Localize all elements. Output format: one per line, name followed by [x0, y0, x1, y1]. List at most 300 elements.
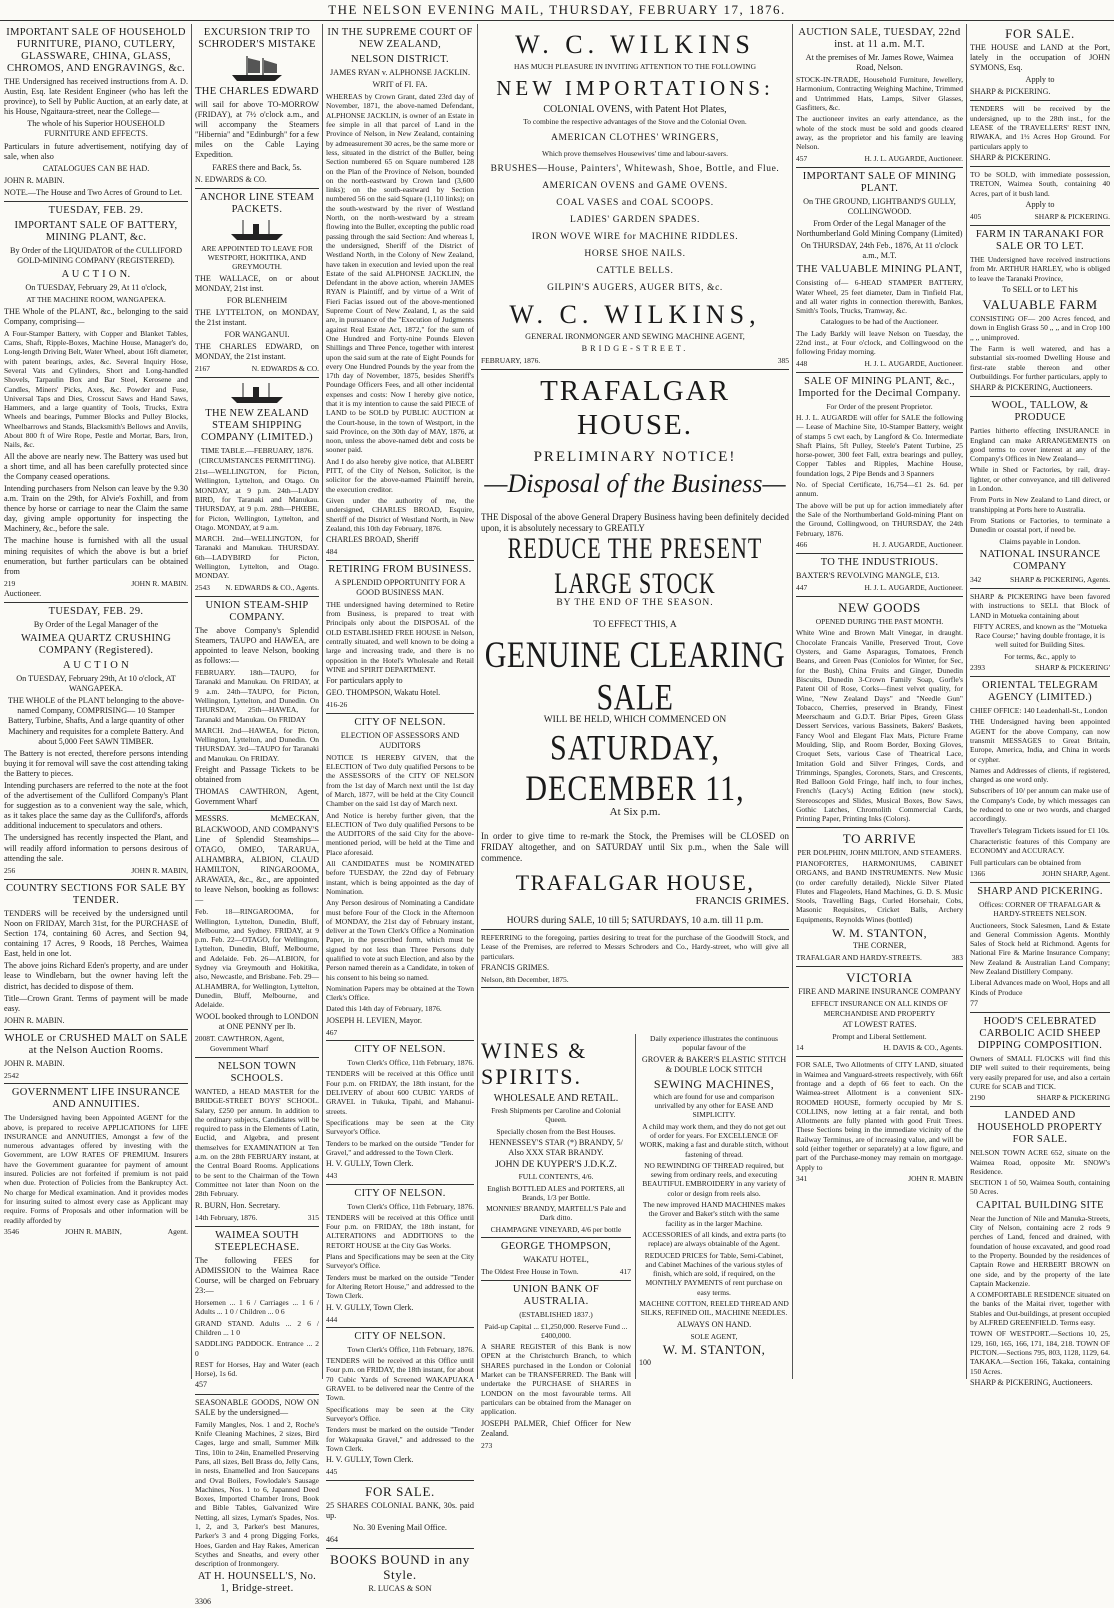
- ad-text: Names and Addresses of clients, if registered, charged as one word only.: [970, 765, 1110, 785]
- ad-title: VICTORIA: [846, 970, 913, 986]
- ad-text: SECTION 1 of 50, Waimea South, containing 50 Acres.: [970, 1178, 1110, 1197]
- ad-note: NOTE.—The House and Two Acres of Ground to Let.: [4, 187, 182, 197]
- ad-text: MARCH. 2nd—WELLINGTON, for Taranaki and Manukau. THURSDAY. 6th—LADYBIRD for Picton, Wellington, Lyttelton, and Otago. MONDAY.: [195, 534, 319, 581]
- ad-text: The Oldest Free House in Town.: [481, 1267, 579, 1277]
- signature: SHARP & PICKERING.: [970, 152, 1051, 162]
- ad-text: No. 30 Evening Mail Office.: [353, 1522, 447, 1532]
- ad-text: THE Undersigned having been appointed AGENT for the above Company, can now transmit MESSAGES to Great Britain, Europe, America, India, and China in words or cypher.: [970, 717, 1110, 764]
- ad-title: UNION STEAM-SHIP COMPANY.: [205, 599, 309, 623]
- ad-number: 2190: [970, 1093, 985, 1103]
- trafalgar-title: TRAFALGAR HOUSE,: [515, 869, 755, 895]
- signature: SHARP & PICKERING.: [1034, 212, 1110, 222]
- ad-title: FOR SALE.: [365, 1483, 435, 1499]
- ad-text: By Order of the Legal Manager of the: [33, 619, 159, 629]
- ad-title: IMPORTANT SALE OF MINING PLANT.: [802, 170, 957, 194]
- ad-text: MONNIES' BRANDY, MARTELL'S Pale and Dark ditto.: [486, 1204, 626, 1223]
- ad-list: CONSISTING OF— 200 Acres fenced, and down in English Grass 50 ,, ,, and in Crop 100 ,, ,, unimproved.: [970, 314, 1110, 342]
- signature: CHARLES BROAD, Sheriff: [326, 535, 419, 545]
- ad-text: Tenders must be marked on the outside "Tender for Altering Retort House," and addressed to the Town Clerk.: [326, 1272, 474, 1301]
- wilkins-title: W. C. WILKINS: [515, 30, 755, 59]
- ad-text: TIME TABLE.—FEBRUARY, 1876. (CIRCUMSTANCES PERMITTING).: [198, 446, 316, 465]
- ad-text: Subscribers of 10/ per annum can make use of the Company's Code, by which messages can be reduced to one or two words, and charged accordingly.: [970, 786, 1110, 824]
- sewing-column: [639, 1034, 789, 1379]
- ad-title: ORIENTAL TELEGRAM AGENCY (LIMITED.): [982, 680, 1098, 704]
- ad-list: Consisting of— 6-HEAD STAMPER BATTERY, Water Wheel, 25 feet diameter, Dam in Tinfield Flat, and all water rights in connection therewith, Bankes, Smith's Tools, Trucks, Tramway, &c.: [796, 278, 963, 316]
- ad-text: Dated this 14th day of February, 1876.: [326, 1004, 442, 1014]
- ad-text: Town Clerk's Office, 11th February, 1876.: [347, 1201, 474, 1211]
- ad-text: HENNESSEY'S STAR (*) BRANDY, 5/ Also XXX STAR BRANDY.: [489, 1137, 623, 1158]
- column-3: [326, 24, 474, 1593]
- ad-number: 405: [970, 212, 982, 222]
- ad-number: 341: [796, 1173, 808, 1183]
- ad-text: NOTICE IS HEREBY GIVEN, that the ELECTION of Two duly qualified Persons to be the ASSESSORS of the CITY OF NELSON from the 1st day of March next until the 1st day of March, 1877, will be held at the City Council Chamber on the said 1st day of March next.: [326, 752, 474, 809]
- ad-text: MARCH. 2nd—HAWEA, for Picton, Wellington, Lyttelton, and Dunedin. On THURSDAY. 3rd—TAUPO for Taranaki and Manukau. On FRIDAY.: [195, 725, 319, 763]
- ad-title: SEASONABLE GOODS, NOW ON SALE by the undersigned—: [195, 1397, 319, 1417]
- ad-text: Horsemen ... 1 6 / Carriages ... 1 6 / Adults ... 1 0 / Children ... 0 6: [195, 1298, 319, 1317]
- ad-number: 457: [796, 153, 808, 163]
- ad-text: 25 SHARES COLONIAL BANK, 30s. paid up.: [326, 1500, 474, 1520]
- ad-text: For particulars apply to: [326, 676, 403, 686]
- signature: N. EDWARDS & CO.: [251, 364, 319, 374]
- ad-number: 2542: [4, 1070, 19, 1080]
- ad-text: THE Undersigned have received instructions from Mr. ARTHUR HARLEY, who is obliged to leave the Taranaki Province,: [970, 255, 1110, 283]
- ad-date: TUESDAY, FEB. 29.: [48, 605, 144, 617]
- ad-title: NEW GOODS: [838, 600, 921, 616]
- ad-text: At Six p.m.: [609, 805, 661, 818]
- disposal-title: —Disposal of the Business—: [484, 469, 786, 499]
- ad-text: NO REWINDING OF THREAD required, but sewing from ordinary reels, and executing BEAUTIFUL EMBROIDERY in any variety of color or design from reels also.: [642, 1160, 786, 1198]
- ad-number: 447: [796, 583, 808, 593]
- ad-text: Paid-up Capital ... £1,250,000. Reserve Fund ... £400,000.: [484, 1321, 628, 1340]
- ad-title: RETIRING FROM BUSINESS.: [328, 563, 472, 575]
- ad-text: JOHN DE KUYPER'S J.D.K.Z.: [495, 1160, 617, 1171]
- ad-text: The Farm is well watered, and has a substantial six-roomed Dwelling House and first-rate stable thereon and other Outbuildings. For further particulars, apply to: [970, 344, 1110, 381]
- ad-text: All the above are nearly new. The Battery was used but a short time, and all has been carefully protected since the Company ceased operations.: [4, 451, 188, 481]
- ad-title: GOVERNMENT LIFE INSURANCE AND ANNUITIES.: [11, 1087, 181, 1111]
- ad-text: Claims payable in London.: [999, 536, 1081, 546]
- ad-text: TO be SOLD, with immediate possession, TRETON, Waimea South, containing 40 Acres, part of it bush land.: [970, 170, 1110, 198]
- ad-text: Parties hitherto effecting INSURANCE in England can make ARRANGEMENTS on good terms to cover interest at any of the Company's Offices in New Zealand—: [970, 426, 1110, 464]
- ad-number: 457: [195, 1380, 207, 1390]
- import-item: HORSE SHOE NAILS.: [584, 248, 686, 259]
- ad-text: HAS MUCH PLEASURE IN INVITING ATTENTION TO THE FOLLOWING: [513, 62, 757, 71]
- ad-text: Particulars in future advertisement, notifying day of sale, when also: [4, 141, 188, 161]
- ad-text: WHOLESALE AND RETAIL.: [493, 1093, 619, 1104]
- steamer-illustration-icon: [227, 381, 287, 405]
- import-item: BRUSHES—House, Painters', Whitewash, Shoe, Bottle, and Flue.: [490, 163, 780, 174]
- signature: H. DAVIS & CO., Agents.: [883, 1043, 963, 1053]
- ad-text: TO EFFECT THIS, A: [593, 620, 677, 631]
- importations-title: NEW IMPORTATIONS:: [496, 76, 774, 101]
- ad-number: 416-26: [326, 700, 348, 710]
- ad-text: THE CHARLES EDWARD, on MONDAY, the 21st instant.: [195, 342, 319, 362]
- ad-text: At the premises of Mr. James Rowe, Waimea Road, Nelson.: [805, 53, 954, 73]
- ad-title: IN THE SUPREME COURT OF NEW ZEALAND,: [327, 27, 473, 50]
- ad-text: And I do also hereby give notice, that ALBERT PITT, of the City of Nelson, Solicitor, is the solicitor for the above-named Plaintiff herein, the execution creditor.: [326, 456, 474, 494]
- ad-text: Given under the authority of me, the undersigned, CHARLES BROAD, Esquire, Sheriff of the District of Westland North, in New Zealand, this 10th day February, 1876.: [326, 495, 474, 533]
- ad-text: Prompt and Liberal Settlement.: [832, 1032, 927, 1041]
- signature: THOMAS CAWTHRON, Agent, Government Wharf: [195, 787, 319, 807]
- clearing-sale-title: GENUINE CLEARING SALE: [484, 634, 786, 718]
- signature: JOHN R. MABIN: [908, 1173, 963, 1183]
- ad-title: WOOL, TALLOW, & PRODUCE: [991, 400, 1089, 424]
- signature: H. J. L. AUGARDE, Auctioneer.: [864, 358, 963, 368]
- ad-title: GEORGE THOMPSON,: [500, 1241, 612, 1253]
- ad-text: COLONIAL OVENS, with Patent Hot Plates,: [543, 104, 727, 116]
- signature: T. CAWTHRON, Agent, Government Wharf: [210, 1033, 285, 1053]
- signature: R. LUCAS & SON: [368, 1583, 432, 1593]
- ad-number: 342: [970, 574, 982, 584]
- ad-text: FOR BLENHEIM: [226, 295, 288, 305]
- column-5: [796, 24, 963, 1379]
- import-item: IRON WOVE WIRE for MACHINE RIDDLES.: [531, 231, 739, 242]
- ad-list: White Wine and Brown Malt Vinegar, in draught. Chocolate Francais Vanille, Preserved Trout, Cove Oysters, and Game Asparagus, Tomatoes, French Beans, and Green Peas (Coniolos for Winter, for Sec, for the Bush), China Fruits and Ginger, Dunedin Biscuits, Dunedin 3-Crown Family Soap, Gorfle's Patent Oil of Rose, Corks—finest velvet quality, for Wine, "New Zealand Days" and "Needle Gun" Tobacco, Cherries, preserved in Brandy, Finest Meerschaum and G.D.T. Briar Pipes, Green Glass Dessert Services, various Bassinets, Bakers' Baskets, Fancy Wool and Elegant Flax Mats, Picture Frame Moulding, Slip, and Room Border, Boxing Gloves, Croquet Sets, various Case of Theatrical Lace, Imitation Gold and Silver Fringes, Cords, and Trimmings, Spangles, Coronets, Stars, and Crescents, Red Balloon Gold Fringe, half inch, to four inches, French's (Lacy's) Acting Edition (new stock), Stereoscopes and Slides, Musical Boxes, Bow Saws, Gothic Latches, Chromolith Commercial Cards, Printing Paper, Printing Inks (Colors).: [796, 628, 963, 824]
- signature: N. EDWARDS & CO., Agents.: [225, 582, 319, 592]
- ad-number: 385: [777, 356, 789, 366]
- signature: Auctioneer.: [4, 588, 42, 598]
- ad-text: All CANDIDATES must be NOMINATED before TUESDAY, the 22nd day of February instant, which is being appointed as the day of Nomination.: [326, 859, 474, 896]
- ad-subtitle: VALUABLE FARM: [982, 297, 1098, 313]
- signature: N. EDWARDS & CO.: [195, 174, 267, 184]
- signature: JOSEPH H. LEVIEN, Mayor.: [326, 1015, 422, 1025]
- masthead: THE NELSON EVENING MAIL, THURSDAY, FEBRUARY 17, 1876.: [0, 0, 1114, 21]
- ad-date: TUESDAY, FEB. 29.: [48, 205, 144, 217]
- import-item: AMERICAN CLOTHES' WRINGERS,: [551, 132, 719, 143]
- ad-number: 100: [639, 1358, 651, 1367]
- wines-title: WINES & SPIRITS.: [481, 1038, 588, 1089]
- ad-text: Owners of SMALL FLOCKS will find this DIP well suited to their requirements, being very easily prepared for use, and also a certain CURE for SCAB and TICK.: [970, 1054, 1110, 1091]
- sale-date-title: SATURDAY, DECEMBER 11,: [525, 727, 745, 809]
- ad-list: Family Mangles, Nos. 1 and 2, Roche's Knife Cleaning Machines, 2 sizes, Bird Cages, large and small, Summer Milk Tins, 10in to 24in, Enamelled Preserving Pans, all sizes, Bell Brass do, Jelly Cans, in nests, Enamelled and Iron Saucepans and Oval Boilers, Fowlodale's Sausage Machines, Nos. 1 to 6, Japanned Deed Boxes, Imported Chamber Irons, Book and Bible Tables, Galvanized Wire Netting, all sizes, Lyman's Spades, Nos. 1, 2, and 3, Parker's best Manures, Parker's 3 and 4 prong Digging Forks, Hoes, Garden and Hay Rakes, American Scythes and Sneaths, and every other description of Ironmongery.: [195, 1419, 319, 1569]
- ad-text: For terms, &c., apply to: [1004, 651, 1076, 661]
- ad-text: WANTED, a HEAD MASTER for the BRIDGE-STREET BOYS' SCHOOL. Salary, £250 per annum. In addition to the ordinary subjects, Candidates will be required to pass in the Elements of Latin, Euclid, and Algebra, and present themselves for EXAMINATION at Ten a.m. on the 28th FEBRUARY instant, at the Central Board Rooms. Applications to be sent to the Chairman of the Town Committee not later than Noon on the 28th February.: [195, 1086, 319, 1199]
- ad-text: Tenders to be marked on the outside "Tender for Gravel," and addressed to the Town Clerk.: [326, 1138, 474, 1157]
- ad-text: TOWN OF WESTPORT.—Sections 10, 25, 129, 160, 165, 166, 171, 184, 218. TOWN OF PICTON.—Sections 795, 803, 1128, 1129, 64. TAKAKA.—Section 166, Takaka, containing 150 Acres.: [970, 1329, 1110, 1376]
- import-item: LADIES' GARDEN SPADES.: [570, 214, 700, 225]
- ad-text: Apply to: [1025, 199, 1055, 209]
- ad-text: which are found for use and comparison unrivalled by any other for EASE AND SIMPLICITY.: [653, 1091, 775, 1120]
- signature: SHARP & PICKERING, Auctioneers.: [970, 383, 1093, 393]
- ad-title: IMPORTANT SALE OF BATTERY, MINING PLANT, &c.: [14, 220, 178, 244]
- ad-text: THE WALLACE, on or about MONDAY, 21st inst.: [195, 273, 319, 293]
- ad-text: Characteristic features of this Company are ECONOMY and ACCURACY.: [970, 836, 1110, 856]
- ship-illustration-icon: [227, 53, 287, 83]
- ad-text: The above joins Richard Eden's property, and are under lease to Windlebarn, but the owner having left the district, has decided to dispose of them.: [4, 961, 188, 991]
- column-6: [970, 24, 1110, 1387]
- ad-text: CATALOGUES CAN BE HAD.: [42, 163, 150, 173]
- sewing-machines-title: SEWING MACHINES,: [653, 1076, 775, 1091]
- ad-title: TO ARRIVE: [842, 830, 917, 846]
- ad-title: BOOKS BOUND in any Style.: [330, 1551, 470, 1582]
- ad-subtitle: A SPLENDID OPPORTUNITY FOR A GOOD BUSINESS MAN.: [334, 577, 466, 597]
- ad-list: PIANOFORTES, HARMONIUMS, CABINET ORGANS, and BAND INSTRUMENTS. New Music (to order carefully detailed), Nickle Silver Plated Flutes and Flageolets, Hand Machines, G. D. S. Music Stools, Travelling Bags, Curled Horsehair, Cobs, Masonic Requisites, Cricket Balls, Archery Equipments, Reynolds Wines (bottled): [796, 858, 963, 924]
- ad-text: Intending purchasers are referred to the note at the foot of the advertisement of the Culliford Company's Plant for suggestion as to a convenient way the sale, which, as it takes place the same day as the Culliford's, affords additional inducement to speculators and others.: [4, 781, 188, 831]
- ad-text: For Order of the present Proprietor.: [826, 401, 933, 411]
- signature: JOHN R. MABIN.: [4, 175, 65, 185]
- ad-text: Town Clerk's Office, 11th February, 1876.: [347, 1344, 474, 1354]
- ad-text: will sail for above TO-MORROW (FRIDAY), at 7½ o'clock a.m., and will accompany the Steamers "Hibernia" and "Edinburgh" for a few miles on the Cable Laying Expedition.: [195, 100, 319, 160]
- ad-title: MESSRS. McMECKAN, BLACKWOOD, AND COMPANY'S Line of Splendid Steamships—OTAGO, OMEO, TARARUA, ALHAMBRA, ALBION, CLAUD HAMILTON, RINGAROOMA, ARAWATA, &c., &c., are appointed to leave Nelson, booking as follows:—: [195, 814, 319, 905]
- signature: FRANCIS GRIMES.: [695, 894, 789, 907]
- ad-text: No. of Special Certificate, 16,754—£1 2s. 6d. per annum.: [796, 480, 963, 499]
- import-item: CATTLE BELLS.: [596, 265, 674, 276]
- preliminary-notice: PRELIMINARY NOTICE!: [533, 449, 737, 466]
- ad-text: EFFECT INSURANCE ON ALL KINDS OF MERCHANDISE AND PROPERTY: [811, 999, 948, 1018]
- signature: SHARP & PICKERING.: [970, 87, 1051, 97]
- ad-text: Liberal Advances made on Wool, Hops and all Kinds of Produce: [970, 978, 1110, 997]
- ad-text: A child may work them, and they do not get out of order for years. For EXCELLENCE OF WORK, making a fast and durable stitch, without fastening of thread.: [639, 1121, 789, 1159]
- signature: H. J. L. AUGARDE, Auctioneer.: [864, 583, 963, 593]
- ad-text: FOR SALE, Two Allotments of CITY LAND, situated in Waimea and Vanguard-streets respectively, with 66ft frontage and a depth of 66 feet to each. On the Waimea-street Allotment is a convenient SIX-ROOMED HOUSE, formerly occupied by Mr S. COLLINS, now letting at a fair rental, and both Allotments are fully planted with good Fruit Trees. These Sections being in the immediate vicinity of the Railway Terminus, are of increasing value, and will be sold (either together or separately) at a low figure, and part of the Purchase-money may remain on mortgage. Apply to: [796, 1060, 963, 1172]
- ad-number: 3546: [4, 1226, 19, 1236]
- ad-title: CITY OF NELSON.: [354, 1330, 446, 1342]
- ad-number: 2393: [970, 663, 985, 673]
- ad-number: 484: [326, 547, 338, 557]
- ad-text: WRIT of FI. FA.: [372, 80, 428, 90]
- ad-text: THE Disposal of the above General Drapery Business having been definitely decided upon, it is absolutely necessary to GREATLY: [481, 512, 789, 534]
- ad-subtitle: A U C T I O N: [63, 660, 129, 672]
- ad-title: ANCHOR LINE STEAM PACKETS.: [199, 191, 315, 215]
- ad-number: 14: [796, 1043, 804, 1053]
- ad-text: FEBRUARY. 18th—TAUPO, for Taranaki and Manukau. On FRIDAY, at 9 a.m. 24th—TAUPO, for Picton, Wellington, Lyttelton, and Dunedin. On THURSDAY, 25th—HAWEA, for Taranaki and Manukau. On FRIDAY: [195, 668, 319, 724]
- ad-text: TENDERS will be received by the undersigned, up to the 28th inst., for the LEASE of the TRAVELLERS' REST INN, RIWAKA, and 1½ Acres Hop Ground. For particulars apply to: [970, 104, 1110, 151]
- ad-text: TENDERS will be received by the undersigned until Noon on FRIDAY, March 31st, for the PURCHASE of Section 174, containing 60 Acres, and Section 94, containing 17 Acres, 9 Roods, 18 Perches, Waimea East, held in one lot.: [4, 908, 188, 959]
- ad-text: Offices: CORNER OF TRAFALGAR & HARDY-STREETS NELSON.: [979, 899, 1101, 919]
- steamer-illustration-icon: [227, 218, 287, 242]
- signature: GEO. THOMPSON, Wakatu Hotel.: [326, 688, 441, 698]
- column-2: [195, 24, 319, 1607]
- ad-text: JAMES RYAN v. ALPHONSE JACKLIN.: [329, 68, 471, 77]
- ad-number: 443: [326, 1171, 338, 1181]
- ad-text: Specially chosen from the Best Houses.: [496, 1126, 616, 1136]
- ad-date: FEBRUARY, 1876.: [481, 356, 541, 366]
- ad-text: CHIEF OFFICE: 140 Leadenhall-St., London: [970, 706, 1108, 716]
- ad-number: 256: [4, 865, 16, 875]
- ad-subtitle: PER DOLPHIN, JOHN MILTON, AND STEAMERS.: [797, 847, 962, 857]
- ad-title: SALE OF MINING PLANT, &c., Imported for the Decimal Company.: [798, 375, 961, 399]
- ad-text: AT LOWEST RATES.: [842, 1019, 917, 1029]
- signature: R. BURN, Hon. Secretary.: [195, 1200, 281, 1210]
- ad-subtitle: CAPITAL BUILDING SITE: [976, 1199, 1104, 1211]
- ad-title: FOR SALE.: [1005, 26, 1075, 41]
- ad-title: W. M. STANTON,: [832, 926, 927, 941]
- signature: SHARP & PICKERING: [1036, 1093, 1110, 1103]
- ad-text: BAXTER'S REVOLVING MANGLE, £13.: [796, 570, 940, 580]
- ad-text: Daily experience illustrates the continuous popular favour of the: [650, 1034, 778, 1053]
- ad-text: TENDERS will be received at this Office until Four p.m. on FRIDAY, the 18th instant, for ALTERATIONS and ADDITIONS to the RETORT HOUSE at the City Gas Works.: [326, 1212, 474, 1250]
- ad-title: HOOD'S CELEBRATED CARBOLIC ACID SHEEP DIPPING COMPOSITION.: [977, 1016, 1103, 1052]
- ad-text: A SHARE REGISTER of this Bank is now OPEN at the Christchurch Branch, to which SHARES purchased in the London or Colonial Market can be TRANSFERRED. The Bank will undertake the PURCHASE of SHARES in LONDON on the most favourable terms. All particulars can be obtained from the Manager on application.: [481, 1342, 631, 1417]
- ad-text: SOLE AGENT,: [690, 1331, 738, 1341]
- ad-text: FULL CONTENTS, 4/6.: [518, 1172, 594, 1182]
- ad-date: 14th February, 1876.: [195, 1212, 258, 1222]
- ad-text: SHARP & PICKERING have been favored with instructions to SELL that Block of LAND in Motueka containing about: [970, 591, 1110, 620]
- ad-title: THE NEW ZEALAND STEAM SHIPPING COMPANY (LIMITED.): [201, 408, 313, 444]
- signature: FRANCIS GRIMES.: [481, 962, 550, 972]
- ad-subtitle: OPENED DURING THE PAST MONTH.: [815, 617, 944, 627]
- ad-text: In order to give time to re-mark the Stock, the Premises will be CLOSED on FRIDAY altogether, and on SATURDAY until Six p.m., when the Sale will commence.: [481, 830, 789, 863]
- ad-date: Nelson, 8th December, 1875.: [481, 974, 569, 984]
- ad-text: Town Clerk's Office, 11th February, 1876.: [347, 1058, 474, 1068]
- ad-text: BY THE END OF THE SEASON.: [556, 598, 714, 609]
- ad-text: Freight and Passage Tickets to be obtained from: [195, 765, 319, 785]
- signature: JOHN R. MABIN.: [4, 1015, 65, 1025]
- ad-text: Nomination Papers may be obtained at the Town Clerk's Office.: [326, 983, 474, 1003]
- ad-text: The whole of his Superior HOUSEHOLD FURNITURE AND EFFECTS.: [27, 119, 165, 139]
- ad-title: IMPORTANT SALE OF HOUSEHOLD FURNITURE, PIANO, CUTLERY, GLASSWARE, CHINA, GLASS, CHROMOS, AND ENGRAVINGS, &c.: [6, 27, 186, 74]
- signature: JOHN R. MABIN.: [4, 1058, 65, 1068]
- ad-number: 383: [951, 953, 963, 963]
- ad-text: The undersigned has recently inspected the Plant, and will readily afford information to persons desirous of attending the sale.: [4, 833, 188, 863]
- wines-column: [481, 1034, 631, 1450]
- import-item: AMERICAN OVENS and GAME OVENS.: [542, 180, 728, 191]
- wilkins-title: W. C. WILKINS,: [509, 299, 761, 329]
- ad-text: THE LYTTELTON, on MONDAY, the 21st instant.: [195, 307, 319, 328]
- ad-text: ACCESSORIES of all kinds, and extra parts (to replace) are always obtainable of the Agent.: [642, 1229, 786, 1249]
- ad-number: 464: [326, 1534, 338, 1544]
- ad-subtitle: THE VALUABLE MINING PLANT,: [796, 264, 963, 276]
- ad-text: HOURS during SALE, 10 till 5; SATURDAYS, 10 a.m. till 11 p.m.: [506, 915, 764, 926]
- ad-text: TRAFALGAR AND HARDY-STREETS.: [796, 953, 922, 963]
- ad-number: 444: [326, 1314, 338, 1324]
- ad-text: (ESTABLISHED 1837.): [519, 1310, 593, 1320]
- ad-text: By Order of the LIQUIDATOR of the CULLIFORD GOLD-MINING COMPANY (REGISTERED).: [10, 246, 182, 266]
- signature: H. V. GULLY, Town Clerk.: [326, 1455, 414, 1465]
- ad-title: WAIMEA QUARTZ CRUSHING COMPANY (Registered).: [20, 633, 172, 657]
- ad-text: The Battery is not erected, therefore persons intending buying it for removal will save the cost attending taking the Battery to pieces.: [4, 748, 188, 778]
- ad-text: GROVER & BAKER'S ELASTIC STITCH & DOUBLE LOCK STITCH: [641, 1054, 787, 1074]
- ad-text: To SELL or to LET his: [1002, 285, 1078, 295]
- ad-text: The Lady Barkly will leave Nelson on Tuesday, the 22nd inst., at Four o'clock, and Collingwood on the following Friday morning.: [796, 328, 963, 357]
- ad-text: Traveller's Telegram Tickets issued for £1 10s.: [970, 825, 1110, 835]
- ad-subtitle: NATIONAL INSURANCE COMPANY: [979, 548, 1101, 572]
- ad-text: AT THE MACHINE ROOM, WANGAPEKA.: [26, 295, 166, 305]
- ad-text: FIFTY ACRES, and known as the "Motueka Race Course;" having double frontage, it is well suited for Building Sites.: [973, 621, 1107, 650]
- ad-number: 1366: [970, 868, 985, 878]
- ad-text: THE CORNER,: [852, 941, 907, 951]
- ad-list: A Four-Stamper Battery, with Copper and Blanket Tables, Cams, Shaft, Ripple-Boxes, Machine House, Manager's do, Long-length Driving Belt, Water Wheel, about 16ft diameter, with patent bearings, axles, &c. Several Inquiry Hose, Several Vats and Cylinders, Short and Long-handled Shovels, Tarpaulin Box and Bar Steel, Kerosene and Candles, Miners' Picks, Axes, &c. Powder and Fuse, Universal Taps and Dies, Crosscut Saws and Hand Saws, Hammers, and a large quantity of Tools, Trucks, Extra Wheels and bearings, Pummer Blocks and Pulley Blocks, Wheelbarrows and Stands, Blacksmith's Bellows and Anvils, About 800 ft of Wire Rope, Pestle and Mortar, Bars, Iron, Nails, &c.: [4, 328, 188, 450]
- import-item: GILPIN'S AUGERS, AUGER BITS, &c.: [547, 282, 723, 293]
- ad-subtitle: A U C T I O N.: [61, 269, 131, 281]
- ad-number: 315: [307, 1212, 319, 1222]
- signature: JOHN R. MABIN,: [65, 1226, 122, 1236]
- ad-text: GENERAL IRONMONGER AND SEWING MACHINE AGENT,: [525, 331, 745, 341]
- ad-text: Near the Junction of Nile and Manuka-Streets, City of Nelson, containing acre 2 rods 9 perches of Land, fenced and drained, with foundation of house excavated, and good road to the Property. Bounded by the residences of Captain Rowe and HERBERT BROWN on one side, and by the property of the late Captain Mackenzie.: [970, 1213, 1110, 1288]
- signature: JOHN R. MABIN,: [131, 865, 188, 875]
- ad-text: English BOTTLED ALES and PORTERS, all Brands, 1/3 per Bottle.: [487, 1183, 625, 1202]
- ad-text: GRAND STAND. Adults ... 2 6 / Children ... 1 0: [195, 1318, 319, 1337]
- ad-text: WHEREAS by Crown Grant, dated 23rd day of November, 1871, the above-named Defendant, ALPHONSE JACKLIN, is owner of an Estate in fee simple in all that parcel of Land in the Province of Nelson, in New Zealand, containing by admeasurement 30 acres, be the same more or less, situated in the district of the Buller, being Section numbered 65 on Square numbered 128 on the Plan of the Province of Nelson, bounded on the north-eastward by Crown land (3,600 links); on the south-eastward by Section numbered 56 on the said Square (1,110 links); on the south-westward by the river of Westland North, on the north-westward by a stream flowing into the Buller, excepting the public road passing through the said Section: And whereas I, the undersigned, Sheriff of the District of Westland North, in the Colony of New Zealand, have taken in execution and levied upon the real Estate of the said ALPHONSE JACKLIN, the Defendant in the above action, wherein JAMES RYAN is Plaintiff, and by virtue of a Writ of Fieri Facias issued out of the above-mentioned Supreme Court of New Zealand, I, as the said are, in pursuance of the "Execution of Judgments against Real Estate Act, 1872," for the sum of One Hundred and Forty-nine Pounds Eleven Shillings and Three Pence, together with interest upon the said sum at the rate of Eight Pounds for every One Hundred Pounds by the year from the 17th day of November, 1875, besides Sheriff's Poundage Officers Fees, and all other incidental expenses and costs: Now I hereby give notice, that it is my intention to cause the said PIECE of LAND to be SOLD by PUBLIC AUCTION at the Court-house, in the town of Westport, in the said Province, on the 30th day of MAY, 1876, at noon, unless the above-named debt and costs be sooner paid.: [326, 92, 474, 455]
- ad-text: 21st—WELLINGTON, for Picton, Wellington, Lyttelton, and Otago. On MONDAY, at 9 p.m. 24th—LADY BIRD, for Taranaki and Manukau. THURSDAY, at 9 p.m. 28th—PHŒBE, for Picton, Wellington, Lyttelton, and Otago. MONDAY, at 9 a.m.: [195, 467, 319, 532]
- ad-number: 448: [796, 358, 808, 368]
- ad-footer: AT H. HOUNSELL'S, No. 1, Bridge-street.: [197, 1571, 317, 1595]
- ad-text: From Ports in New Zealand to Land direct, or transhipping at Ports here to Australia.: [970, 495, 1110, 514]
- ad-text: TENDERS will be received at this Office until Four p.m. on FRIDAY, the 18th instant, for the DELIVERY of about 600 CUBIC YARDS of GRAVEL in Tukuka, Tipahi, and Mahanui-streets.: [326, 1069, 474, 1116]
- ad-text: The above will be put up for action immediately after the Sale of the Northumberland Gold-mining Plant on the Ground, Collingwood, on THURSDAY, the 24th February, 1876.: [796, 500, 963, 538]
- signature: JOHN SHARP, Agent.: [1042, 868, 1110, 878]
- ad-text: Specifications may be seen at the City Surveyor's Office.: [326, 1404, 474, 1423]
- ad-text: The machine house is furnished with all the usual mining requisites of which the above is but a brief enumeration, but further particulars can be obtained from: [4, 536, 188, 576]
- ad-text: The new improved HAND MACHINES makes the Grover and Baker's stitch with the same facility as in the larger Machine.: [642, 1200, 786, 1228]
- ad-number: 219: [4, 578, 16, 588]
- ad-text: From Order of the Legal Manager of the Northumberland Gold Mining Company (Limited): [796, 218, 963, 238]
- ad-text: Fresh Shipments per Caroline and Colonial Queen.: [491, 1106, 621, 1125]
- ad-text: A COMFORTABLE RESIDENCE situated on the banks of the Maitai river, together with Stables and Out-buildings, at present occupied by ALFRED GREENFIELD. Terms easy.: [970, 1290, 1110, 1328]
- ad-text: REFERRING to the foregoing, parties desiring to treat for the purchase of the Goodwill Stock, and Lease of the Premises, are referred to Messrs Schroders and Co., Hardy-street, who will give all particulars.: [481, 932, 789, 961]
- ad-text: On TUESDAY, February 29, At 11 o'clock,: [25, 283, 167, 293]
- ad-text: THE WHOLE of the PLANT belonging to the above-named Company, COMPRISING— 10 Stamper Battery, Turbine, Shafts, And a large quantity of other Machinery and requisites for a complete Battery. And about 5,000 Feet SAWN TIMBER.: [7, 696, 185, 746]
- ad-number: 2167: [195, 364, 210, 374]
- ad-text: Tenders must be marked on the outside "Tender for Wakapuaka Gravel," and addressed to the Town Clerk.: [326, 1425, 474, 1453]
- ad-text: Auctioneers, Stock Salesmen, Land & Estate and General Commission Agents. Monthly Sales of Stock held at Richmond. Agents for National Fire & Marine Insurance Company; New Zealand & Australian Land Company; New Zealand Distillery Company.: [970, 920, 1110, 977]
- ad-text: ARE APPOINTED TO LEAVE FOR WESTPORT, HOKITIKA, AND GREYMOUTH.: [201, 243, 313, 272]
- ad-text: The Undersigned having been Appointed AGENT for the above, is prepared to receive APPLICATIONS for LIFE INSURANCE and ANNUITIES, Amongst a few of the numerous advantages offered by investing with the Government, are LOW RATES OF PREMIUM. Insurers have the Government guarantee for payment of amount insured. Policies are not forfeited if premium is not paid when due. Protection of Policies from the Bankruptcy Act. No charge for Medical examination. And it provides modes for insuring suited to almost every case as Applicant may require. Forms of Proposals and other information will be readily afforded by: [4, 1113, 188, 1225]
- signature: JOSEPH PALMER, Chief Officer for New Zealand.: [481, 1418, 631, 1438]
- ad-title: SHARP AND PICKERING.: [977, 885, 1103, 897]
- ad-subtitle: ELECTION OF ASSESSORS AND AUDITORS: [340, 730, 460, 750]
- ad-text: SADDLING PADDOCK. Entrance ... 2 0: [195, 1339, 319, 1358]
- signature: SHARP & PICKERING': [1035, 663, 1110, 673]
- ad-number: 417: [619, 1267, 631, 1277]
- ad-text: Any Person desirous of Nominating a Candidate must before Four of the Clock in the Afternoon of MONDAY, the 21st day of February instant, deliver at the Town Clerk's Office a Nomination Paper, in the prescribed form, which must be signed by not less than Three Persons duly qualified to vote at such Election, and also by the Person named therein as a Candidate, in token of his consent to his being so named.: [326, 898, 474, 982]
- ad-title: W. M. STANTON,: [662, 1342, 766, 1357]
- ad-text: BRIDGE-STREET.: [581, 344, 689, 354]
- ad-text: Catalogues to be had of the Auctioneer.: [820, 317, 939, 327]
- ad-text: Apply to: [1025, 75, 1055, 85]
- ad-number: 77: [970, 998, 978, 1008]
- ad-list: H. J. L. AUGARDE will offer for SALE the following— Lease of Machine Site, 10-Stamper Battery, weight of stamps 5 cwt each, by Langford & Co. Intermediate Shaft Plains, 5ft Pulley, Steele's Patent Turbine, 25 horse-power, 300 feet Fall, extra bearings and pulley, Copper Tables and Ripples, Machine House, foundation logs, 2 Pipe Bends and 3 Spanners: [796, 412, 963, 478]
- ad-text: To combine the respective advantages of the Stove and the Colonial Oven.: [523, 117, 747, 127]
- ad-text: Intending purchasers from Nelson can leave by the 9.30 a.m. Train on the 29th, for Alvie's Foxhill, and from thence by horse or carriage to near the Claim the same day, giving ample opportunity for inspecting the Machinery, &c., before the sale.: [4, 483, 188, 534]
- ad-title: FARM IN TARANAKI FOR SALE OR TO LET.: [975, 229, 1105, 253]
- signature: SHARP & PICKERING, Agents.: [1010, 574, 1110, 584]
- ad-title: TO THE INDUSTRIOUS.: [820, 556, 939, 568]
- ad-number: 273: [481, 1440, 493, 1450]
- ad-text: WILL BE HELD, WHICH COMMENCED ON: [543, 714, 727, 725]
- ad-text: THE HOUSE and LAND at the Port, lately in the occupation of JOHN SYMONS, Esq.: [970, 43, 1110, 73]
- ad-text: TENDERS will be received at this Office until Four p.m. on FRIDAY, the 18th instant, for about 70 Cubic Yards of Screened WAKAPUAKA GRAVEL to be delivered near the Centre of the Town.: [326, 1356, 474, 1403]
- column-1: [4, 24, 188, 1379]
- ad-text: On THE GROUND, LIGHTBAND'S GULLY, COLLINGWOOD.: [803, 196, 956, 216]
- ad-title: NELSON TOWN SCHOOLS.: [217, 1060, 297, 1084]
- ad-title: EXCURSION TRIP TO SCHRODER'S MISTAKE: [198, 27, 316, 50]
- ad-text: Title—Crown Grant. Terms of payment will be made easy.: [4, 993, 188, 1013]
- ship-name: THE CHARLES EDWARD: [195, 86, 319, 97]
- ad-text: FARES there and Back, 5s.: [212, 162, 302, 172]
- ad-title: COUNTRY SECTIONS FOR SALE BY TENDER.: [5, 882, 187, 906]
- ad-title: LANDED AND HOUSEHOLD PROPERTY FOR SALE.: [977, 1110, 1103, 1146]
- ad-text: WOOL booked through to LONDON at ONE PENNY per lb.: [195, 1011, 319, 1031]
- ad-number: 466: [796, 539, 808, 549]
- ad-text: From Stations or Factories, to terminate a Dunedin or coastal port, if need be.: [970, 515, 1110, 535]
- ad-title: CITY OF NELSON.: [354, 1044, 446, 1056]
- ad-text: REST for Horses, Hay and Water (each Horse), 1s 6d.: [195, 1359, 319, 1379]
- ad-text: The auctioneer invites an early attendance, as the whole of the stock must be sold and goods cleared away, as the proprietor and his family are leaving Nelson.: [796, 114, 963, 152]
- signature: H. J. L. AUGARDE, Auctioneer.: [864, 153, 963, 163]
- ad-number: 467: [326, 1027, 338, 1037]
- ad-title: UNION BANK OF AUSTRALIA.: [512, 1284, 600, 1308]
- ad-text: CHAMPAGNE VINEYARD, 4/6 per bottle: [490, 1224, 622, 1234]
- signature: JOHN R. MABIN.: [131, 578, 188, 588]
- ad-subtitle: NELSON DISTRICT.: [351, 54, 449, 65]
- ad-number: 2008: [195, 1033, 210, 1043]
- ad-number: 3306: [195, 1597, 211, 1607]
- ad-text: THE Undersigned has received instructions from A. D. Austin, Esq. late Resident Engineer (who has left the province), to Sell by Public Auction, at an early date, at his House, Ngaitaura-street, near the College—: [4, 77, 188, 117]
- ad-text: Full particulars can be obtained from: [970, 857, 1082, 867]
- ad-title: CITY OF NELSON.: [354, 716, 446, 728]
- signature: H. J. AUGARDE, Auctioneer.: [872, 539, 963, 549]
- ad-text: FOR WANGANUI.: [224, 330, 290, 340]
